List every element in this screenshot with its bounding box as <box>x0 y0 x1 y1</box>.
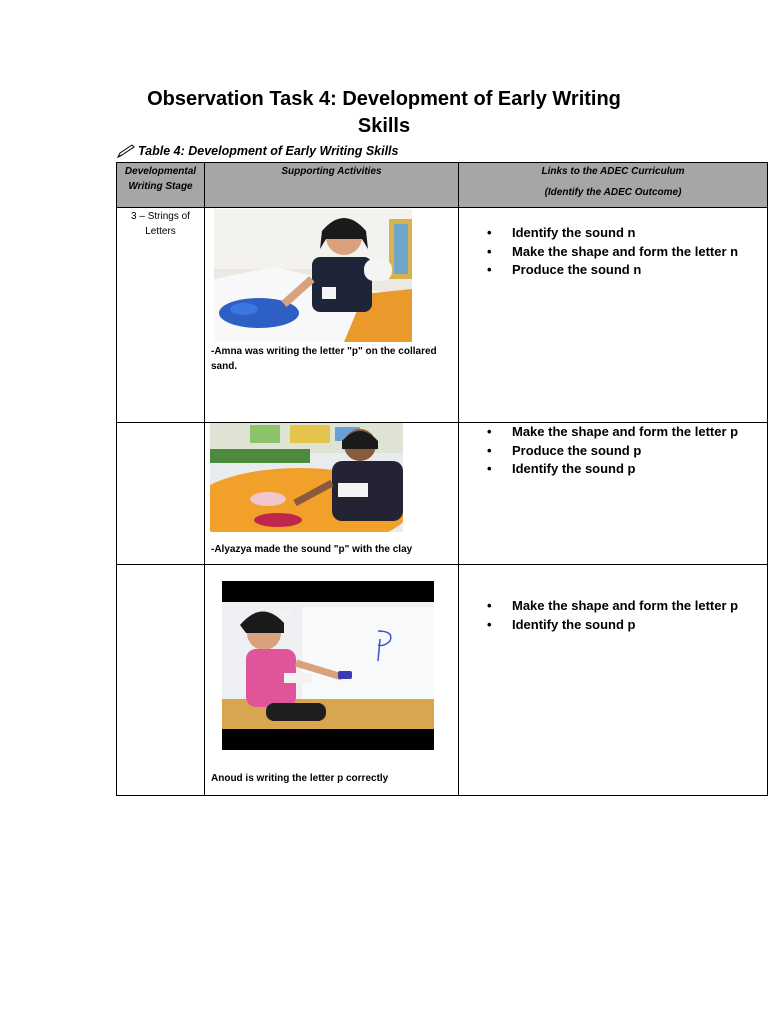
activity-caption: -Alyazya made the sound "p" with the clay <box>211 544 413 555</box>
stage-cell <box>117 423 205 565</box>
header-links <box>459 163 768 208</box>
outcome-item: • Make the shape and form the letter p <box>459 597 767 616</box>
outcome-item: • Identify the sound p <box>459 616 767 635</box>
activity-photo-clay <box>210 423 403 532</box>
table-row <box>117 565 768 796</box>
outcomes-cell <box>459 565 768 796</box>
table-row <box>117 423 768 565</box>
activity-cell <box>205 565 459 796</box>
outcomes-cell <box>459 423 768 565</box>
stage-cell <box>117 565 205 796</box>
outcomes-cell <box>459 208 768 423</box>
header-stage: Developmental Writing Stage <box>117 163 205 208</box>
outcome-list <box>459 597 767 634</box>
table-header-row <box>117 163 768 208</box>
activity-photo-sand <box>214 209 412 342</box>
activity-caption: -Amna was writing the letter "p" on the collared sand. <box>211 346 437 372</box>
table-row <box>117 208 768 423</box>
outcome-item: • Produce the sound p <box>459 442 767 461</box>
title-line-1: Observation Task 4: Development of Early Writing <box>147 88 621 110</box>
page-title <box>100 86 668 140</box>
activity-cell <box>205 423 459 565</box>
observation-table <box>116 162 768 796</box>
outcome-list <box>459 423 767 479</box>
outcome-item: • Make the shape and form the letter p <box>459 423 767 442</box>
title-line-2: Skills <box>357 115 411 137</box>
header-links-line-1: Links to the ADEC Curriculum <box>541 166 685 177</box>
header-links-line-2: (Identify the ADEC Outcome) <box>544 187 682 198</box>
header-activities: Supporting Activities <box>205 163 459 208</box>
stage-cell: 3 – Strings of Letters <box>117 208 205 423</box>
outcome-item: • Identify the sound p <box>459 460 767 479</box>
outcome-item: • Make the shape and form the letter n <box>459 243 767 262</box>
activity-cell <box>205 208 459 423</box>
activity-caption: Anoud is writing the letter p correctly <box>211 773 389 784</box>
outcome-item: • Identify the sound n <box>459 224 767 243</box>
table-caption <box>116 143 398 159</box>
pencil-icon <box>116 143 136 159</box>
activity-photo-whiteboard <box>222 581 434 750</box>
table-caption-text: Table 4: Development of Early Writing Skills <box>138 144 399 158</box>
outcome-item: • Produce the sound n <box>459 261 767 280</box>
outcome-list <box>459 224 767 280</box>
